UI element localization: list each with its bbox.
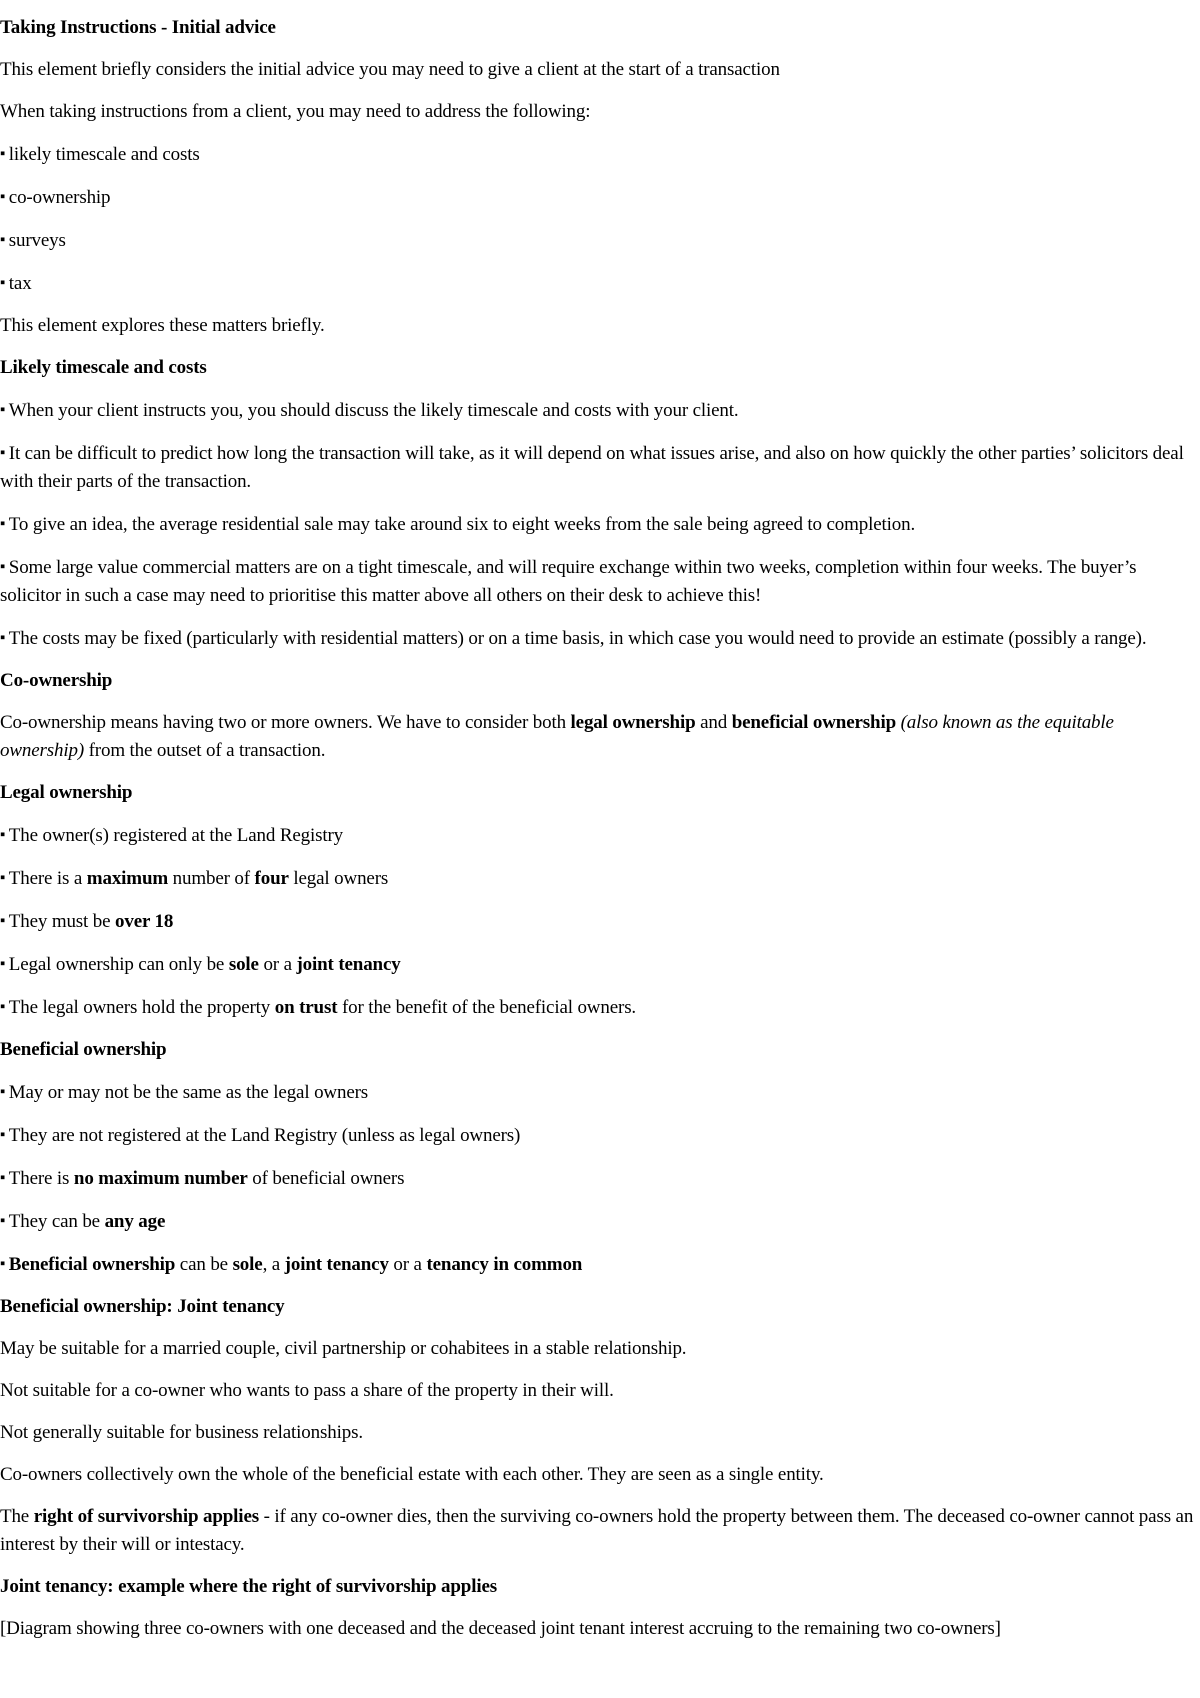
emphasis: sole [232, 1254, 263, 1275]
text-run: The legal owners hold the property [8, 997, 275, 1018]
diagram-caption: [Diagram showing three co-owners with one deceased and the deceased joint tenant interest accruing to the remaining two co-owners] [0, 1618, 1001, 1639]
text-run: The owner(s) registered at the Land Registry [8, 825, 344, 846]
emphasis: no maximum number [73, 1168, 248, 1189]
text-run: The [0, 1506, 34, 1527]
text-run: - if any co-owner dies, then the surviving co-owners hold the property between them. The deceased co-owner cannot pass an interest by their will or intestacy. [0, 1506, 1194, 1555]
topic-item: ▪ co-ownership [0, 183, 1200, 212]
timescale-bullet: ▪ It can be difficult to predict how long the transaction will take, as it will depend on what issues arise, and also on how quickly the other parties’ solicitors deal with their parts of the transaction. [0, 439, 1200, 496]
text-run: , a [262, 1254, 285, 1275]
legal-ownership-heading: Legal ownership [0, 782, 133, 803]
emphasis: maximum [86, 868, 169, 889]
topic-item: ▪ likely timescale and costs [0, 140, 1200, 169]
text-run: They are not registered at the Land Registry (unless as legal owners) [8, 1125, 521, 1146]
legal-ownership-term: legal ownership [570, 712, 696, 733]
timescale-heading: Likely timescale and costs [0, 357, 207, 378]
text-run: can be [175, 1254, 233, 1275]
legal-bullet [0, 907, 1200, 936]
text-run: for the benefit of the beneficial owners. [337, 997, 637, 1018]
timescale-bullet: ▪ When your client instructs you, you should discuss the likely timescale and costs with your client. [0, 396, 1200, 425]
joint-tenancy-heading: Beneficial ownership: Joint tenancy [0, 1296, 285, 1317]
beneficial-ownership-heading: Beneficial ownership [0, 1039, 167, 1060]
timescale-bullet: ▪ The costs may be fixed (particularly with residential matters) or on a time basis, in which case you would need to provide an estimate (possibly a range). [0, 624, 1200, 653]
timescale-bullet: ▪ Some large value commercial matters are on a tight timescale, and will require exchange within two weeks, completion within four weeks. The buyer’s solicitor in such a case may need to prioritise this matter above all others on their desk to achieve this! [0, 553, 1200, 610]
coownership-heading: Co-ownership [0, 670, 113, 691]
topic-item: ▪ surveys [0, 226, 1200, 255]
instructions-lead: When taking instructions from a client, you may need to address the following: [0, 101, 591, 122]
text-run: Legal ownership can only be [8, 954, 229, 975]
beneficial-bullet [0, 1164, 1200, 1193]
legal-bullet [0, 993, 1200, 1022]
text-run: There is a [8, 868, 87, 889]
joint-tenancy-paragraph: May be suitable for a married couple, civil partnership or cohabitees in a stable relationship. [0, 1338, 687, 1359]
text-run: number of [168, 868, 255, 889]
joint-tenancy-paragraph: Not generally suitable for business relationships. [0, 1422, 363, 1443]
survivorship-paragraph [0, 1503, 1200, 1559]
emphasis: any age [104, 1211, 166, 1232]
text-run: Co-ownership means having two or more owners. We have to consider both [0, 712, 571, 733]
beneficial-bullet [0, 1207, 1200, 1236]
example-heading: Joint tenancy: example where the right of survivorship applies [0, 1576, 498, 1597]
emphasis: joint tenancy [296, 954, 401, 975]
text-run: May or may not be the same as the legal owners [8, 1082, 369, 1103]
text-run: of beneficial owners [247, 1168, 405, 1189]
emphasis: joint tenancy [284, 1254, 389, 1275]
emphasis: Beneficial ownership [8, 1254, 176, 1275]
coownership-paragraph [0, 709, 1200, 765]
text-run: and [695, 712, 732, 733]
beneficial-bullet [0, 1250, 1200, 1279]
text-run: They must be [8, 911, 116, 932]
emphasis: tenancy in common [426, 1254, 583, 1275]
text-run: legal owners [288, 868, 389, 889]
joint-tenancy-paragraph: Co-owners collectively own the whole of the beneficial estate with each other. They are seen as a single entity. [0, 1464, 824, 1485]
emphasis: over 18 [115, 911, 174, 932]
topic-item: ▪ tax [0, 269, 1200, 298]
emphasis: right of survivorship applies [33, 1506, 259, 1527]
legal-bullet [0, 950, 1200, 979]
equitable-aka: (also known as the equitable ownership) [0, 712, 1114, 761]
text-run: or a [258, 954, 297, 975]
text-run: or a [388, 1254, 427, 1275]
emphasis: on trust [274, 997, 338, 1018]
timescale-bullet: ▪ To give an idea, the average residential sale may take around six to eight weeks from the sale being agreed to completion. [0, 510, 1200, 539]
emphasis: four [254, 868, 289, 889]
text-run: from the outset of a transaction. [84, 740, 326, 761]
beneficial-bullet [0, 1078, 1200, 1107]
explores-paragraph: This element explores these matters briefly. [0, 315, 325, 336]
text-run: They can be [8, 1211, 105, 1232]
beneficial-ownership-term: beneficial ownership [731, 712, 896, 733]
intro-paragraph: This element briefly considers the initial advice you may need to give a client at the start of a transaction [0, 59, 780, 80]
legal-bullet [0, 864, 1200, 893]
legal-bullet [0, 821, 1200, 850]
joint-tenancy-paragraph: Not suitable for a co-owner who wants to pass a share of the property in their will. [0, 1380, 614, 1401]
text-run: There is [8, 1168, 74, 1189]
page-title: Taking Instructions - Initial advice [0, 17, 276, 38]
emphasis: sole [228, 954, 259, 975]
beneficial-bullet [0, 1121, 1200, 1150]
